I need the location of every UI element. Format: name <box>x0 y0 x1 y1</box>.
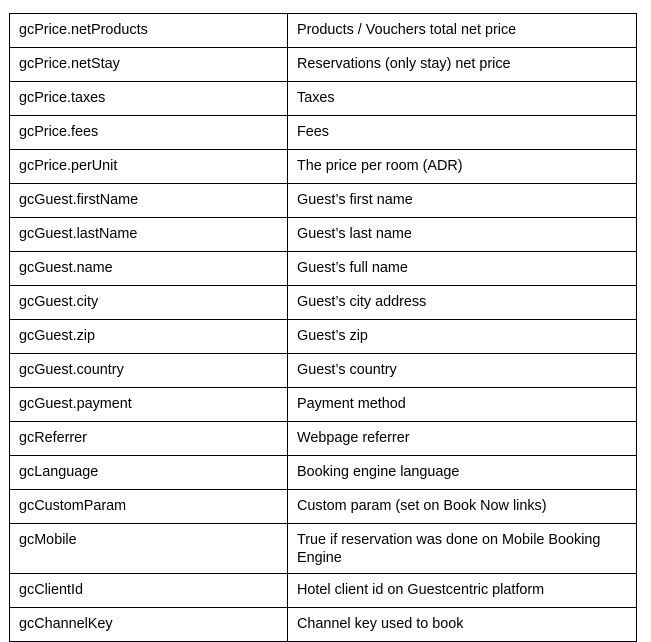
table-row <box>10 184 637 218</box>
variable-name-cell: gcPrice.fees <box>10 116 288 150</box>
variable-description-cell: Channel key used to book <box>288 608 637 642</box>
variable-description-cell: True if reservation was done on Mobile Booking Engine <box>288 524 637 574</box>
table-row <box>10 608 637 642</box>
variable-name-cell: gcPrice.taxes <box>10 82 288 116</box>
variable-description-cell: Custom param (set on Book Now links) <box>288 490 637 524</box>
table-row <box>10 354 637 388</box>
table-row <box>10 150 637 184</box>
variable-name-cell: gcCustomParam <box>10 490 288 524</box>
variables-table-body <box>10 14 637 642</box>
variable-description-cell: The price per room (ADR) <box>288 150 637 184</box>
variable-name-cell: gcPrice.netProducts <box>10 14 288 48</box>
variable-name-cell: gcGuest.zip <box>10 320 288 354</box>
variable-name-cell: gcReferrer <box>10 422 288 456</box>
table-row <box>10 48 637 82</box>
variable-description-cell: Guest’s last name <box>288 218 637 252</box>
variable-name-cell: gcGuest.city <box>10 286 288 320</box>
variable-name-cell: gcClientId <box>10 574 288 608</box>
variable-name-cell: gcGuest.lastName <box>10 218 288 252</box>
variable-name-cell: gcGuest.country <box>10 354 288 388</box>
table-row <box>10 320 637 354</box>
table-row <box>10 14 637 48</box>
variable-description-cell: Guest’s zip <box>288 320 637 354</box>
variable-description-cell: Fees <box>288 116 637 150</box>
table-row <box>10 524 637 574</box>
table-row <box>10 82 637 116</box>
variable-description-cell: Hotel client id on Guestcentric platform <box>288 574 637 608</box>
variable-name-cell: gcGuest.payment <box>10 388 288 422</box>
variable-name-cell: gcChannelKey <box>10 608 288 642</box>
variable-description-cell: Taxes <box>288 82 637 116</box>
table-row <box>10 286 637 320</box>
variable-description-cell: Reservations (only stay) net price <box>288 48 637 82</box>
variable-description-cell: Guest’s full name <box>288 252 637 286</box>
table-row <box>10 574 637 608</box>
variable-description-cell: Payment method <box>288 388 637 422</box>
variable-description-cell: Guest’s first name <box>288 184 637 218</box>
variables-table <box>9 13 637 642</box>
variable-description-cell: Guest’s city address <box>288 286 637 320</box>
table-row <box>10 456 637 490</box>
variable-name-cell: gcGuest.firstName <box>10 184 288 218</box>
variable-name-cell: gcLanguage <box>10 456 288 490</box>
table-row <box>10 490 637 524</box>
table-row <box>10 116 637 150</box>
variable-description-cell: Webpage referrer <box>288 422 637 456</box>
table-row <box>10 252 637 286</box>
variable-name-cell: gcMobile <box>10 524 288 574</box>
variable-name-cell: gcPrice.perUnit <box>10 150 288 184</box>
variable-description-cell: Guest’s country <box>288 354 637 388</box>
table-row <box>10 422 637 456</box>
variable-description-cell: Products / Vouchers total net price <box>288 14 637 48</box>
variable-name-cell: gcPrice.netStay <box>10 48 288 82</box>
table-row <box>10 388 637 422</box>
variable-name-cell: gcGuest.name <box>10 252 288 286</box>
table-row <box>10 218 637 252</box>
variable-description-cell: Booking engine language <box>288 456 637 490</box>
